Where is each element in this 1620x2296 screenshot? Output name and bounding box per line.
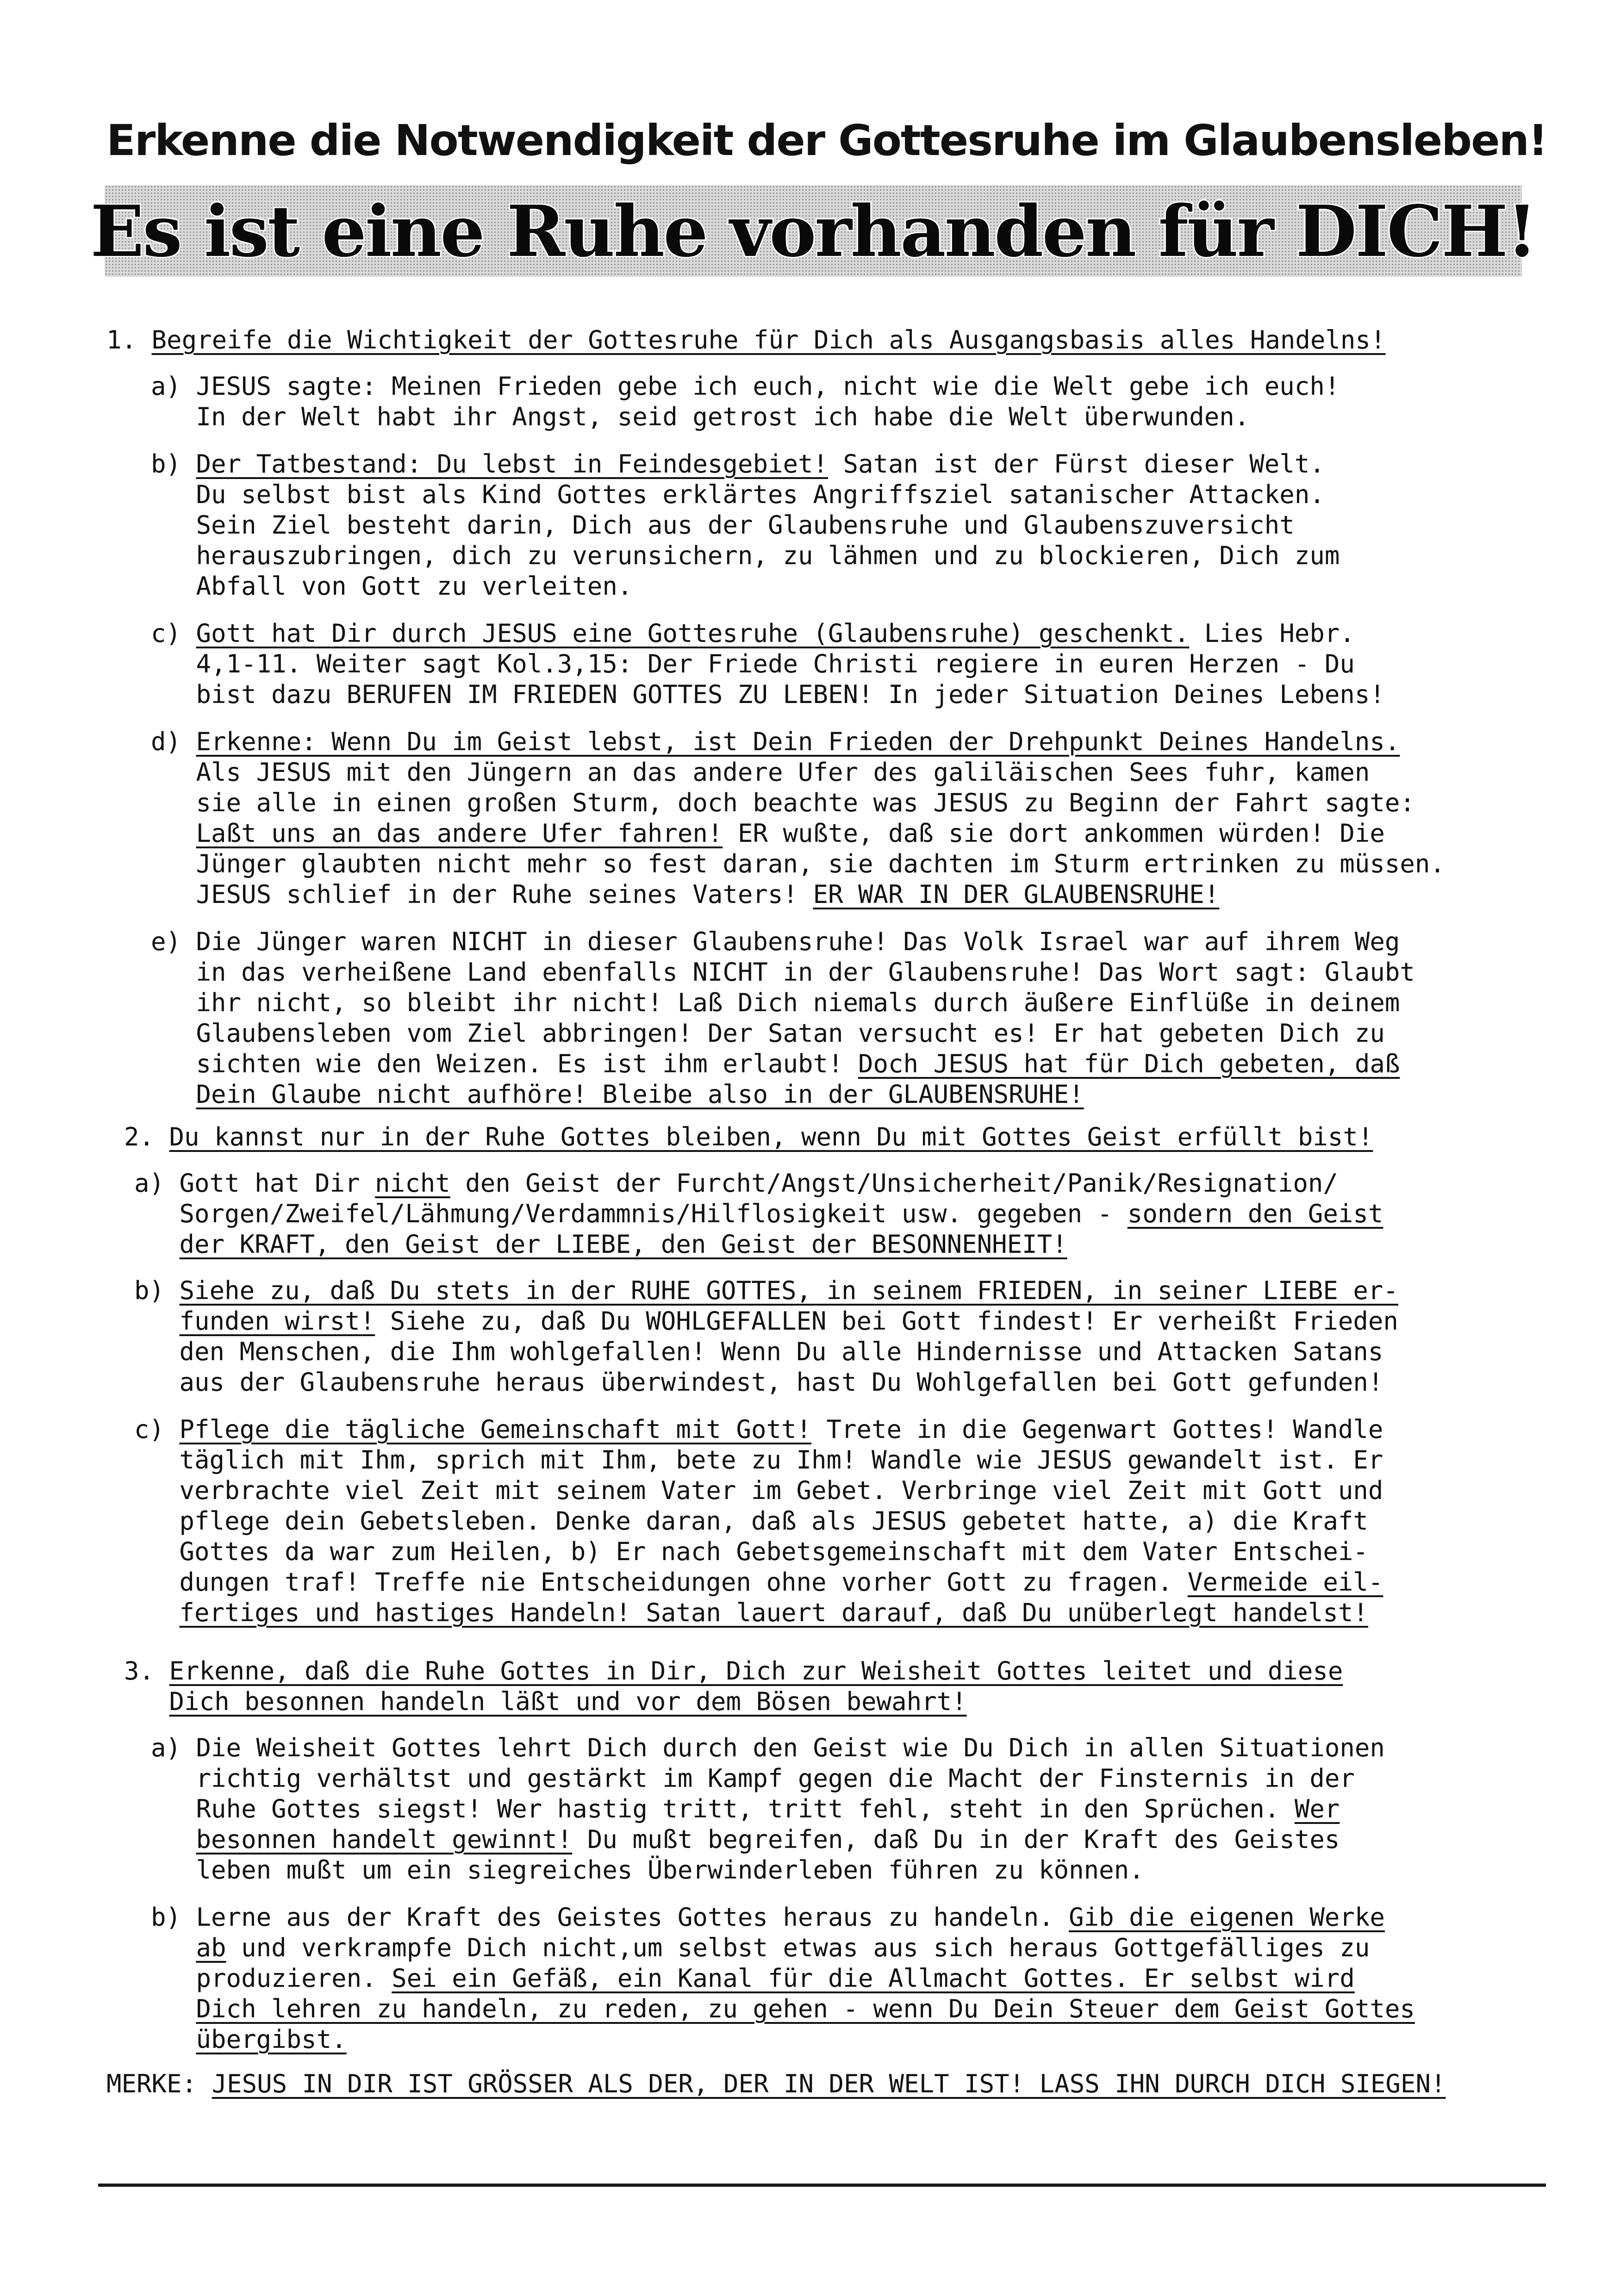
text-line <box>151 1049 1400 1079</box>
text-line <box>134 1168 1338 1199</box>
text-segment: richtig verhältst und gestärkt im Kampf gegen die Macht der Finsternis in der <box>151 1764 1355 1793</box>
text-segment: e) Die Jünger waren NICHT in dieser Glaubensruhe! Das Volk Israel war auf ihrem Weg <box>151 927 1400 956</box>
text-segment <box>151 1825 196 1854</box>
underlined-text: nicht <box>375 1169 450 1198</box>
text-line <box>134 1414 1383 1445</box>
underlined-text: Siehe zu, daß Du stets in der RUHE GOTTES, in seinem FRIEDEN, in seiner LIEBE er- <box>179 1276 1398 1305</box>
text-segment: den Geist der Furcht/Angst/Unsicherheit/Panik/Resignation/ <box>450 1169 1338 1198</box>
underlined-text: fertiges und hastiges Handeln! Satan lauert darauf, daß Du unüberlegt handelst! <box>179 1598 1368 1627</box>
text-segment: den Menschen, die Ihm wohlgefallen! Wenn Du alle Hindernisse und Attacken Satans <box>134 1337 1383 1366</box>
text-segment: In der Welt habt ihr Angst, seid getrost ich habe die Welt überwunden. <box>151 402 1250 431</box>
text-line <box>151 757 1370 788</box>
text-segment <box>134 1230 180 1259</box>
underlined-text: Gib die eigenen Werke <box>1069 1903 1385 1932</box>
text-line <box>151 1794 1340 1824</box>
underlined-text: ab <box>196 1933 226 1962</box>
text-segment: MERKE: <box>106 2069 212 2098</box>
text-line <box>151 1855 1144 1885</box>
underlined-text: funden wirst! <box>179 1307 375 1336</box>
underlined-text: besonnen handelt gewinnt! <box>196 1825 573 1854</box>
text-line <box>106 325 1385 355</box>
underlined-text: Der Tatbestand: Du lebst in Feindesgebiet! <box>196 449 828 479</box>
text-line <box>151 1933 1370 1963</box>
text-segment: ihr nicht, so bleibt ihr nicht! Laß Dich niemals durch äußere Einflüße in deinem <box>151 988 1400 1017</box>
text-line <box>151 1824 1340 1855</box>
text-segment: c) <box>151 619 196 648</box>
text-line <box>134 1598 1368 1628</box>
text-segment: täglich mit Ihm, sprich mit Ihm, bete zu Ihm! Wandle wie JESUS gewandelt ist. Er <box>134 1445 1383 1475</box>
text-segment: Lies Hebr. <box>1189 619 1355 648</box>
text-segment: c) <box>134 1415 180 1444</box>
text-line <box>151 1018 1385 1049</box>
underlined-text: sondern den Geist <box>1127 1199 1383 1228</box>
text-segment: ER wußte, daß sie dort ankommen würden! Die <box>723 819 1385 848</box>
text-line <box>134 1306 1398 1337</box>
text-segment <box>134 1307 180 1336</box>
underlined-text: Du kannst nur in der Ruhe Gottes bleiben, wenn Du mit Gottes Geist erfüllt bist! <box>169 1122 1373 1151</box>
text-line <box>134 1445 1383 1475</box>
underlined-text: Wer <box>1294 1794 1340 1823</box>
page-heading: Erkenne die Notwendigkeit der Gottesruhe im Glaubensleben! <box>106 116 1547 165</box>
text-segment <box>151 2025 196 2054</box>
text-segment: Siehe zu, daß Du WOHLGEFALLEN bei Gott findest! Er verheißt Frieden <box>375 1307 1398 1336</box>
text-segment: Sorgen/Zweifel/Lähmung/Verdammnis/Hilflosigkeit usw. gegeben - <box>134 1199 1128 1228</box>
text-segment: b) <box>151 449 196 479</box>
text-segment: Glaubensleben vom Ziel abbringen! Der Satan versucht es! Er hat gebeten Dich zu <box>151 1019 1385 1048</box>
text-segment: a) Die Weisheit Gottes lehrt Dich durch den Geist wie Du Dich in allen Situationen <box>151 1733 1385 1762</box>
text-segment: herauszubringen, dich zu verunsichern, zu lähmen und zu blockieren, Dich zum <box>151 541 1340 570</box>
bottom-rule <box>98 2184 1546 2187</box>
text-segment: a) JESUS sagte: Meinen Frieden gebe ich euch, nicht wie die Welt gebe ich euch! <box>151 372 1340 401</box>
text-line <box>151 479 1325 510</box>
text-line <box>151 927 1400 957</box>
text-segment: dungen traf! Treffe nie Entscheidungen ohne vorher Gott zu fragen. <box>134 1568 1188 1597</box>
text-segment: aus der Glaubensruhe heraus überwindest, hast Du Wohlgefallen bei Gott gefunden! <box>134 1368 1383 1397</box>
text-line <box>151 849 1445 879</box>
text-line <box>151 2024 347 2055</box>
text-line <box>151 788 1415 818</box>
text-line <box>151 371 1340 402</box>
text-line <box>151 1963 1355 1994</box>
text-segment: bist dazu BERUFEN IM FRIEDEN GOTTES ZU LEBEN! In jeder Situation Deines Lebens! <box>151 680 1385 709</box>
text-segment: und verkrampfe Dich nicht,um selbst etwas aus sich heraus Gottgefälliges zu <box>226 1933 1370 1962</box>
text-line <box>151 402 1249 432</box>
text-segment: 4,1-11. Weiter sagt Kol.3,15: Der Friede Christi regiere in euren Herzen - Du <box>151 649 1355 678</box>
text-segment: a) Gott hat Dir <box>134 1169 375 1198</box>
text-line <box>151 618 1355 649</box>
text-line <box>151 649 1355 679</box>
text-line <box>151 1079 1084 1110</box>
underlined-text: JESUS IN DIR IST GRÖSSER ALS DER, DER IN DER WELT IST! LASS IHN DURCH DICH SIEGEN! <box>212 2069 1446 2098</box>
text-segment: JESUS schlief in der Ruhe seines Vaters! <box>151 880 813 909</box>
text-line <box>151 818 1385 849</box>
underlined-text: Erkenne: Wenn Du im Geist lebst, ist Dein Frieden der Drehpunkt Deines Handelns. <box>196 727 1400 756</box>
underlined-text: ER WAR IN DER GLAUBENSRUHE! <box>813 880 1220 909</box>
text-line <box>124 1656 1343 1686</box>
underlined-text: übergibst. <box>196 2025 347 2054</box>
text-line <box>134 1199 1383 1229</box>
text-segment: d) <box>151 727 196 756</box>
text-line <box>151 1733 1385 1763</box>
text-segment: 1. <box>106 325 152 355</box>
text-segment: 3. <box>124 1656 169 1686</box>
text-segment: Als JESUS mit den Jüngern an das andere Ufer des galiläischen Sees fuhr, kamen <box>151 758 1370 787</box>
text-line <box>151 510 1295 541</box>
underlined-text: Pflege die tägliche Gemeinschaft mit Gott! <box>179 1415 811 1444</box>
text-segment: Jünger glaubten nicht mehr so fest daran, sie dachten im Sturm ertrinken zu müssen. <box>151 849 1445 878</box>
text-segment <box>151 819 196 848</box>
text-segment: Ruhe Gottes siegst! Wer hastig tritt, tritt fehl, steht in den Sprüchen. <box>151 1794 1295 1823</box>
text-line <box>151 727 1400 757</box>
text-segment: Satan ist der Fürst dieser Welt. <box>828 449 1325 479</box>
text-segment: in das verheißene Land ebenfalls NICHT in der Glaubensruhe! Das Wort sagt: Glaubt <box>151 958 1415 987</box>
title-banner <box>90 185 1536 277</box>
text-segment <box>124 1687 169 1716</box>
underlined-text: der KRAFT, den Geist der LIEBE, den Geist der BESONNENHEIT! <box>179 1230 1067 1259</box>
text-segment: Du mußt begreifen, daß Du in der Kraft des Geistes <box>572 1825 1340 1854</box>
text-line <box>151 879 1219 910</box>
underlined-text: Doch JESUS hat für Dich gebeten, daß <box>858 1049 1400 1078</box>
text-segment: verbrachte viel Zeit mit seinem Vater im Gebet. Verbringe viel Zeit mit Gott und <box>134 1476 1383 1505</box>
text-line <box>134 1337 1383 1367</box>
text-segment <box>151 1080 196 1109</box>
text-segment: Sein Ziel besteht darin, Dich aus der Glaubensruhe und Glaubenszuversicht <box>151 510 1295 540</box>
underlined-text: Gott hat Dir durch JESUS eine Gottesruhe (Glaubensruhe) geschenkt. <box>196 619 1190 648</box>
text-segment: Du selbst bist als Kind Gottes erklärtes Angriffsziel satanischer Attacken. <box>151 480 1325 509</box>
text-segment <box>151 1933 196 1962</box>
text-line <box>151 1902 1385 1933</box>
text-segment <box>151 1994 196 2023</box>
text-segment: 2. <box>124 1122 169 1151</box>
text-line <box>151 957 1415 988</box>
text-line <box>151 449 1325 479</box>
underlined-text: Erkenne, daß die Ruhe Gottes in Dir, Dich zur Weisheit Gottes leitet und diese <box>169 1656 1343 1686</box>
text-segment: pflege dein Gebetsleben. Denke daran, daß als JESUS gebetet hatte, a) die Kraft <box>134 1506 1368 1536</box>
text-line <box>151 571 632 602</box>
text-line <box>151 1763 1355 1794</box>
text-line <box>134 1567 1383 1598</box>
underlined-text: Dich lehren zu handeln, zu reden, zu gehen - wenn Du Dein Steuer dem Geist Gottes <box>196 1994 1415 2023</box>
text-line <box>134 1537 1368 1567</box>
text-segment: Gottes da war zum Heilen, b) Er nach Gebetsgemeinschaft mit dem Vater Entschei- <box>134 1537 1368 1566</box>
text-line <box>151 988 1400 1018</box>
text-segment: leben mußt um ein siegreiches Überwinderleben führen zu können. <box>151 1855 1144 1885</box>
text-line <box>134 1229 1067 1260</box>
underlined-text: Begreife die Wichtigkeit der Gottesruhe für Dich als Ausgangsbasis alles Handelns! <box>151 325 1386 355</box>
underlined-text: Dein Glaube nicht aufhöre! Bleibe also in der GLAUBENSRUHE! <box>196 1080 1084 1109</box>
text-line <box>151 1994 1415 2024</box>
text-segment: Abfall von Gott zu verleiten. <box>151 572 633 601</box>
text-segment: sichten wie den Weizen. Es ist ihm erlaubt! <box>151 1049 859 1078</box>
text-line <box>151 679 1385 710</box>
text-line <box>134 1475 1383 1506</box>
underlined-text: Sei ein Gefäß, ein Kanal für die Allmacht Gottes. Er selbst wird <box>392 1964 1355 1993</box>
text-segment <box>134 1598 180 1627</box>
text-segment: Trete in die Gegenwart Gottes! Wandle <box>811 1415 1383 1444</box>
text-segment: b) Lerne aus der Kraft des Geistes Gottes heraus zu handeln. <box>151 1903 1069 1932</box>
banner-title: Es ist eine Ruhe vorhanden für DICH! <box>90 189 1536 273</box>
underlined-text: Dich besonnen handeln läßt und vor dem Bösen bewahrt! <box>169 1687 967 1716</box>
text-segment: b) <box>134 1276 180 1305</box>
text-line <box>124 1122 1373 1152</box>
text-segment: sie alle in einen großen Sturm, doch beachte was JESUS zu Beginn der Fahrt sagte: <box>151 788 1415 817</box>
text-line <box>151 541 1340 571</box>
underlined-text: Vermeide eil- <box>1187 1568 1383 1597</box>
text-line <box>134 1367 1383 1398</box>
text-line <box>106 2069 1446 2099</box>
underlined-text: Laßt uns an das andere Ufer fahren! <box>196 819 723 848</box>
text-line <box>134 1506 1368 1537</box>
text-line <box>134 1276 1398 1306</box>
text-line <box>124 1686 967 1717</box>
text-segment: produzieren. <box>151 1964 392 1993</box>
